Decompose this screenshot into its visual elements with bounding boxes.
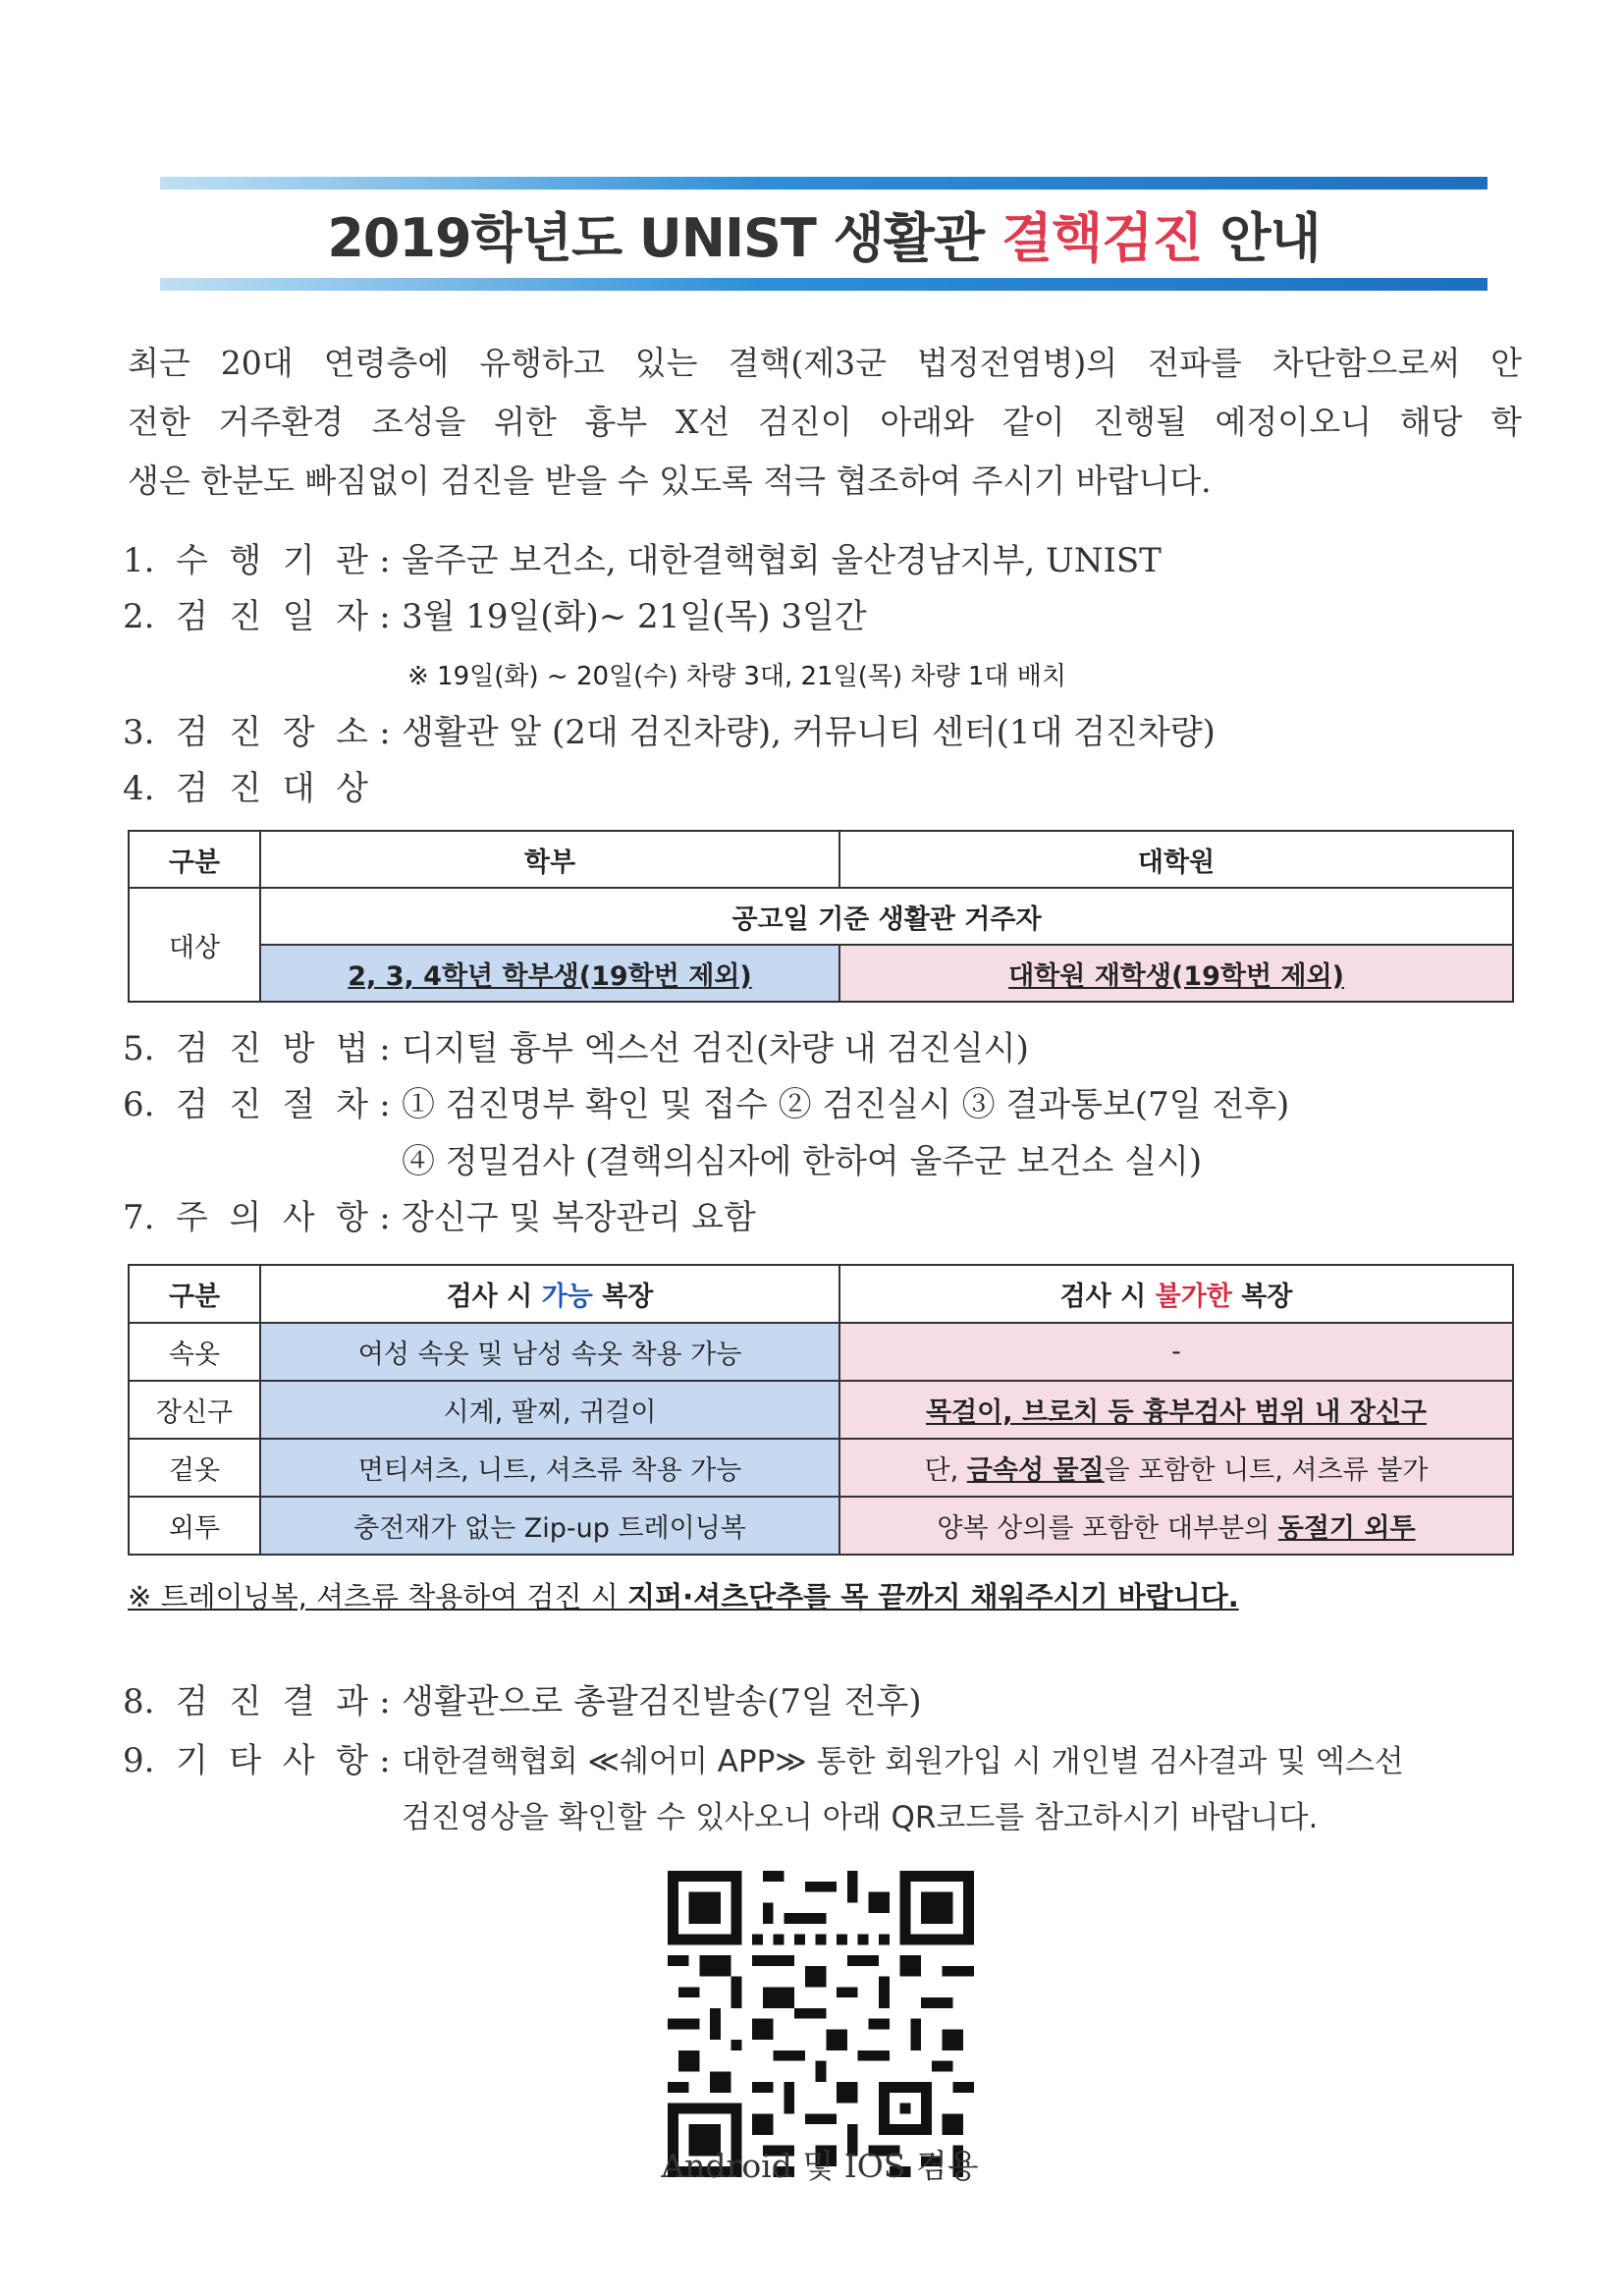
table-header: 구분 — [129, 1265, 260, 1323]
title-highlight: 결핵검진 — [1001, 207, 1203, 269]
common-target: 공고일 기준 생활관 거주자 — [260, 888, 1513, 945]
forbidden-cell: 양복 상의를 포함한 대부분의 동절기 외투 — [839, 1497, 1513, 1555]
forbidden-cell: 단, 금속성 물질을 포함한 니트, 셔츠류 불가 — [839, 1439, 1513, 1497]
item-result: 8. 검 진 결 과 : 생활관으로 총괄검진발송(7일 전후) — [123, 1682, 922, 1722]
row-label: 대상 — [129, 888, 260, 1002]
table-header-ok: 검사 시 가능 복장 — [260, 1265, 839, 1323]
qr-code[interactable] — [668, 1871, 974, 2177]
target-table — [128, 830, 1514, 1003]
row-category: 장신구 — [129, 1381, 260, 1439]
page-title: 2019학년도 UNIST 생활관 결핵검진 안내 — [327, 207, 1321, 269]
qr-caption: Android 및 IOS 겸용 — [661, 2147, 979, 2185]
row-category: 겉옷 — [129, 1439, 260, 1497]
intro-line-last: 생은 한분도 빠짐없이 검진을 받을 수 있도록 적극 협조하여 주시기 바랍니다. — [128, 462, 1212, 500]
allowed-cell: 충전재가 없는 Zip-up 트레이닝복 — [260, 1497, 839, 1555]
item-agency: 1. 수 행 기 관 : 울주군 보건소, 대한결핵협회 울산경남지부, UNIST — [123, 541, 1162, 580]
intro-line: 전한 거주환경 조성을 위한 흉부 X선 검진이 아래와 같이 진행될 예정이오니 해당 학 — [128, 403, 1522, 441]
table-row — [129, 1439, 1513, 1497]
item-method: 5. 검 진 방 법 : 디지털 흉부 엑스선 검진(차량 내 검진실시) — [123, 1029, 1029, 1068]
table-header: 구분 — [129, 831, 260, 888]
item-target: 4. 검 진 대 상 — [123, 769, 368, 808]
forbidden-cell: - — [839, 1323, 1513, 1381]
dress-warning: ※ 트레이닝복, 셔츠류 착용하여 검진 시 지퍼·셔츠단추를 목 끝까지 채워주시기 바랍니다. — [128, 1580, 1239, 1613]
item-procedure: 6. 검 진 절 차 : ① 검진명부 확인 및 접수 ② 검진실시 ③ 결과통보(7일 전후) — [123, 1085, 1290, 1124]
item-etc-line2: 검진영상을 확인할 수 있사오니 아래 QR코드를 참고하시기 바랍니다. — [402, 1800, 1319, 1835]
dress-table — [128, 1264, 1514, 1556]
table-row — [129, 1323, 1513, 1381]
allowed-cell: 시계, 팔찌, 귀걸이 — [260, 1381, 839, 1439]
intro-line: 최근 20대 연령층에 유행하고 있는 결핵(제3군 법정전염병)의 전파를 차단함으로써 안 — [128, 344, 1522, 382]
date-note: ※ 19일(화) ~ 20일(수) 차량 3대, 21일(목) 차량 1대 배치 — [407, 662, 1067, 691]
item-etc: 9. 기 타 사 항 : 대한결핵협회 ≪쉐어미 APP≫ 통한 회원가입 시 개인별 검사결과 및 엑스선 — [123, 1741, 1404, 1780]
table-header: 대학원 — [839, 831, 1513, 888]
forbidden-cell: 목걸이, 브로치 등 흉부검사 범위 내 장신구 — [839, 1381, 1513, 1439]
allowed-cell: 면티셔츠, 니트, 셔츠류 착용 가능 — [260, 1439, 839, 1497]
row-category: 속옷 — [129, 1323, 260, 1381]
undergrad-target: 2, 3, 4학년 학부생(19학번 제외) — [260, 945, 839, 1002]
table-row — [129, 1497, 1513, 1555]
item-place: 3. 검 진 장 소 : 생활관 앞 (2대 검진차량), 커뮤니티 센터(1대 검진차량) — [123, 713, 1216, 752]
row-category: 외투 — [129, 1497, 260, 1555]
title-bar-top — [160, 177, 1488, 190]
item-date: 2. 검 진 일 자 : 3월 19일(화)~ 21일(목) 3일간 — [123, 597, 867, 636]
allowed-cell: 여성 속옷 및 남성 속옷 착용 가능 — [260, 1323, 839, 1381]
item-caution: 7. 주 의 사 항 : 장신구 및 복장관리 요함 — [123, 1198, 756, 1237]
table-header: 학부 — [260, 831, 839, 888]
intro-paragraph — [128, 334, 1522, 511]
table-header-no: 검사 시 불가한 복장 — [839, 1265, 1513, 1323]
table-row — [129, 1381, 1513, 1439]
grad-target: 대학원 재학생(19학번 제외) — [839, 945, 1513, 1002]
title-bar-bottom — [160, 278, 1488, 291]
item-procedure-line2: ④ 정밀검사 (결핵의심자에 한하여 울주군 보건소 실시) — [402, 1142, 1203, 1181]
